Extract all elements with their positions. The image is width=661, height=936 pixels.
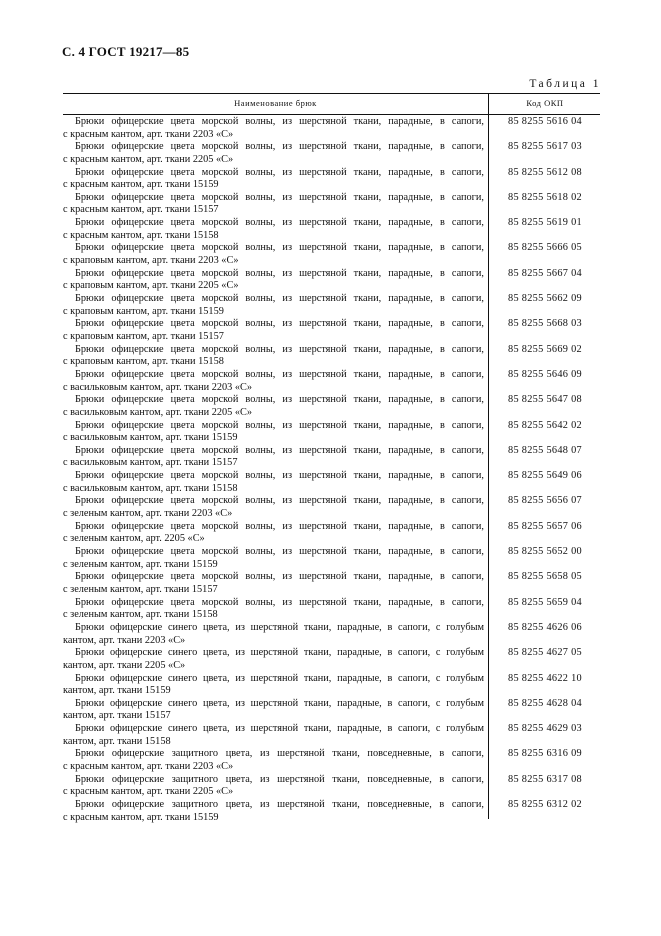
okp-code-cell: 85 8255 4629 03 [508,723,583,735]
table-row [63,116,600,141]
product-name-line-2: с васильковым кантом, арт. ткани 15157 [63,457,238,469]
table-row [63,799,600,824]
okp-code-cell: 85 8255 4626 06 [508,621,583,633]
product-name-line-2: с зеленым кантом, арт. 2205 «С» [63,533,205,545]
page-header: С. 4 ГОСТ 19217—85 [62,44,190,59]
product-name-cell [63,748,484,773]
okp-code-cell: 85 8255 5619 01 [508,217,583,229]
product-name-cell [63,597,484,622]
product-name-cell [63,470,484,495]
product-name-line-1: Брюки офицерские цвета морской волны, из шерстяной ткани, парадные, в сапоги, [75,267,484,279]
product-name-line-1: Брюки офицерские синего цвета, из шерстяной ткани, парадные, в сапоги, с голубым [75,697,484,709]
product-name-line-1: Брюки офицерские цвета морской волны, из шерстяной ткани, парадные, в сапоги, [75,394,484,406]
table-row [63,495,600,520]
table-row [63,268,600,293]
product-name-line-1: Брюки офицерские цвета морской волны, из шерстяной ткани, парадные, в сапоги, [75,520,484,532]
table-row [63,192,600,217]
okp-code-cell: 85 8255 4622 10 [508,672,583,684]
okp-code-cell: 85 8255 5616 04 [508,116,583,127]
product-name-cell [63,268,484,293]
product-name-line-2: с краповым кантом, арт. ткани 2203 «С» [63,255,239,267]
product-name-cell [63,141,484,166]
okp-code-cell: 85 8255 5617 03 [508,141,583,153]
table-header-rule [63,114,600,115]
product-name-line-1: Брюки офицерские цвета морской волны, из шерстяной ткани, парадные, в сапоги, [75,368,484,380]
product-name-line-1: Брюки офицерские цвета морской волны, из шерстяной ткани, парадные, в сапоги, [75,470,484,482]
okp-code-cell: 85 8255 5658 05 [508,571,583,583]
product-name-cell [63,799,484,824]
product-name-cell [63,698,484,723]
product-name-line-2: с краповым кантом, арт. ткани 2205 «С» [63,280,239,292]
okp-code-cell: 85 8255 4627 05 [508,647,583,659]
okp-code-cell: 85 8255 5618 02 [508,191,583,203]
product-name-line-2: с зеленым кантом, арт. ткани 15158 [63,609,218,621]
table-row [63,369,600,394]
product-name-line-2: с красным кантом, арт. ткани 2205 «С» [63,786,234,798]
product-name-line-1: Брюки офицерские цвета морской волны, из шерстяной ткани, парадные, в сапоги, [75,596,484,608]
product-name-line-1: Брюки офицерские цвета морской волны, из шерстяной ткани, парадные, в сапоги, [75,571,484,583]
table-row [63,774,600,799]
product-name-cell [63,723,484,748]
table-row [63,521,600,546]
product-name-line-2: с зеленым кантом, арт. ткани 15157 [63,583,218,595]
product-name-cell [63,394,484,419]
okp-code-cell: 85 8255 5662 09 [508,293,583,305]
product-name-line-1: Брюки офицерские защитного цвета, из шерстяной ткани, повседневные, в сапоги, [75,773,484,785]
table-row [63,723,600,748]
product-name-line-2: кантом, арт. ткани 2203 «С» [63,634,186,646]
okp-code-cell: 85 8255 5657 06 [508,520,583,532]
product-name-line-1: Брюки офицерские цвета морской волны, из шерстяной ткани, парадные, в сапоги, [75,546,484,558]
table-row [63,217,600,242]
okp-code-cell: 85 8255 5612 08 [508,166,583,178]
product-name-line-2: с васильковым кантом, арт. ткани 2203 «С» [63,381,253,393]
product-name-line-1: Брюки офицерские цвета морской волны, из шерстяной ткани, парадные, в сапоги, [75,318,484,330]
product-name-line-1: Брюки офицерские цвета морской волны, из шерстяной ткани, парадные, в сапоги, [75,343,484,355]
product-name-line-1: Брюки офицерские цвета морской волны, из шерстяной ткани, парадные, в сапоги, [75,242,484,254]
product-name-cell [63,293,484,318]
okp-code-cell: 85 8255 5656 07 [508,495,583,507]
column-header-code: Код ОКП [526,98,564,108]
product-name-cell [63,445,484,470]
product-name-line-2: с васильковым кантом, арт. ткани 15158 [63,482,238,494]
product-name-line-1: Брюки офицерские цвета морской волны, из шерстяной ткани, парадные, в сапоги, [75,293,484,305]
product-name-line-1: Брюки офицерские защитного цвета, из шерстяной ткани, повседневные, в сапоги, [75,799,484,811]
table-row [63,622,600,647]
product-name-line-1: Брюки офицерские цвета морской волны, из шерстяной ткани, парадные, в сапоги, [75,166,484,178]
table-row [63,420,600,445]
table-row [63,167,600,192]
product-name-cell [63,318,484,343]
table-row [63,344,600,369]
okp-code-cell: 85 8255 5669 02 [508,343,583,355]
okp-code-cell: 85 8255 5647 08 [508,394,583,406]
product-name-cell [63,495,484,520]
table-row [63,445,600,470]
okp-code-cell: 85 8255 5652 00 [508,546,583,558]
product-name-cell [63,571,484,596]
product-name-line-1: Брюки офицерские синего цвета, из шерстяной ткани, парадные, в сапоги, с голубым [75,723,484,735]
product-name-cell [63,167,484,192]
table-row [63,698,600,723]
table-top-rule [63,93,600,94]
product-name-cell [63,217,484,242]
product-name-line-2: кантом, арт. ткани 15157 [63,710,171,722]
okp-code-cell: 85 8255 6317 08 [508,773,583,785]
product-name-cell [63,521,484,546]
product-name-cell [63,369,484,394]
okp-code-cell: 85 8255 5646 09 [508,368,583,380]
product-name-cell [63,420,484,445]
table-row [63,673,600,698]
table-row [63,293,600,318]
product-name-line-2: с красным кантом, арт. ткани 15159 [63,179,219,191]
product-name-line-2: с красным кантом, арт. ткани 2205 «С» [63,153,234,165]
product-name-line-2: с краповым кантом, арт. ткани 15157 [63,330,224,342]
product-name-cell [63,242,484,267]
okp-code-cell: 85 8255 5668 03 [508,318,583,330]
okp-code-cell: 85 8255 5667 04 [508,267,583,279]
product-name-cell [63,116,484,141]
product-name-line-2: с красным кантом, арт. ткани 15157 [63,204,219,216]
product-name-cell [63,622,484,647]
table-row [63,141,600,166]
column-header-name: Наименование брюк [234,98,317,108]
okp-code-cell: 85 8255 6316 09 [508,748,583,760]
product-name-line-2: кантом, арт. ткани 15158 [63,735,171,747]
table-row [63,394,600,419]
okp-code-cell: 85 8255 5642 02 [508,419,583,431]
table-caption: Таблица 1 [529,78,601,90]
product-name-line-1: Брюки офицерские цвета морской волны, из шерстяной ткани, парадные, в сапоги, [75,419,484,431]
product-name-line-1: Брюки офицерские синего цвета, из шерстяной ткани, парадные, в сапоги, с голубым [75,647,484,659]
table-row [63,546,600,571]
product-name-line-1: Брюки офицерские синего цвета, из шерстяной ткани, парадные, в сапоги, с голубым [75,672,484,684]
okp-code-cell: 85 8255 5649 06 [508,470,583,482]
product-name-cell [63,344,484,369]
product-name-line-1: Брюки офицерские цвета морской волны, из шерстяной ткани, парадные, в сапоги, [75,444,484,456]
okp-code-cell: 85 8255 5648 07 [508,444,583,456]
table-row [63,318,600,343]
product-name-cell [63,647,484,672]
table-row [63,571,600,596]
product-name-line-2: с красным кантом, арт. ткани 2203 «С» [63,761,234,773]
table-row [63,470,600,495]
product-name-cell [63,546,484,571]
table-row [63,748,600,773]
table-row [63,242,600,267]
product-name-line-1: Брюки офицерские цвета морской волны, из шерстяной ткани, парадные, в сапоги, [75,141,484,153]
okp-code-cell: 85 8255 5666 05 [508,242,583,254]
product-name-line-1: Брюки офицерские цвета морской волны, из шерстяной ткани, парадные, в сапоги, [75,191,484,203]
product-name-line-1: Брюки офицерские цвета морской волны, из шерстяной ткани, парадные, в сапоги, [75,495,484,507]
okp-code-cell: 85 8255 4628 04 [508,697,583,709]
okp-code-cell: 85 8255 5659 04 [508,596,583,608]
table-body [63,116,600,824]
product-name-line-2: с красным кантом, арт. ткани 15158 [63,229,219,241]
table-row [63,647,600,672]
product-name-line-1: Брюки офицерские цвета морской волны, из шерстяной ткани, парадные, в сапоги, [75,116,484,127]
product-name-line-2: кантом, арт. ткани 15159 [63,685,171,697]
product-name-line-1: Брюки офицерские синего цвета, из шерстяной ткани, парадные, в сапоги, с голубым [75,621,484,633]
product-name-line-2: с зеленым кантом, арт. ткани 2203 «С» [63,508,233,520]
product-name-line-2: с красным кантом, арт. ткани 15159 [63,811,219,823]
table-row [63,597,600,622]
product-name-line-2: с васильковым кантом, арт. ткани 2205 «С» [63,406,253,418]
product-name-cell [63,192,484,217]
product-name-line-2: с краповым кантом, арт. ткани 15158 [63,356,224,368]
product-name-line-1: Брюки офицерские цвета морской волны, из шерстяной ткани, парадные, в сапоги, [75,217,484,229]
product-name-line-2: с краповым кантом, арт. ткани 15159 [63,305,224,317]
product-name-line-2: кантом, арт. ткани 2205 «С» [63,659,186,671]
product-name-line-2: с красным кантом, арт. ткани 2203 «С» [63,128,234,140]
product-name-line-2: с васильковым кантом, арт. ткани 15159 [63,432,238,444]
product-name-line-2: с зеленым кантом, арт. ткани 15159 [63,558,218,570]
okp-code-cell: 85 8255 6312 02 [508,799,583,811]
product-name-cell [63,774,484,799]
product-name-cell [63,673,484,698]
product-name-line-1: Брюки офицерские защитного цвета, из шерстяной ткани, повседневные, в сапоги, [75,748,484,760]
